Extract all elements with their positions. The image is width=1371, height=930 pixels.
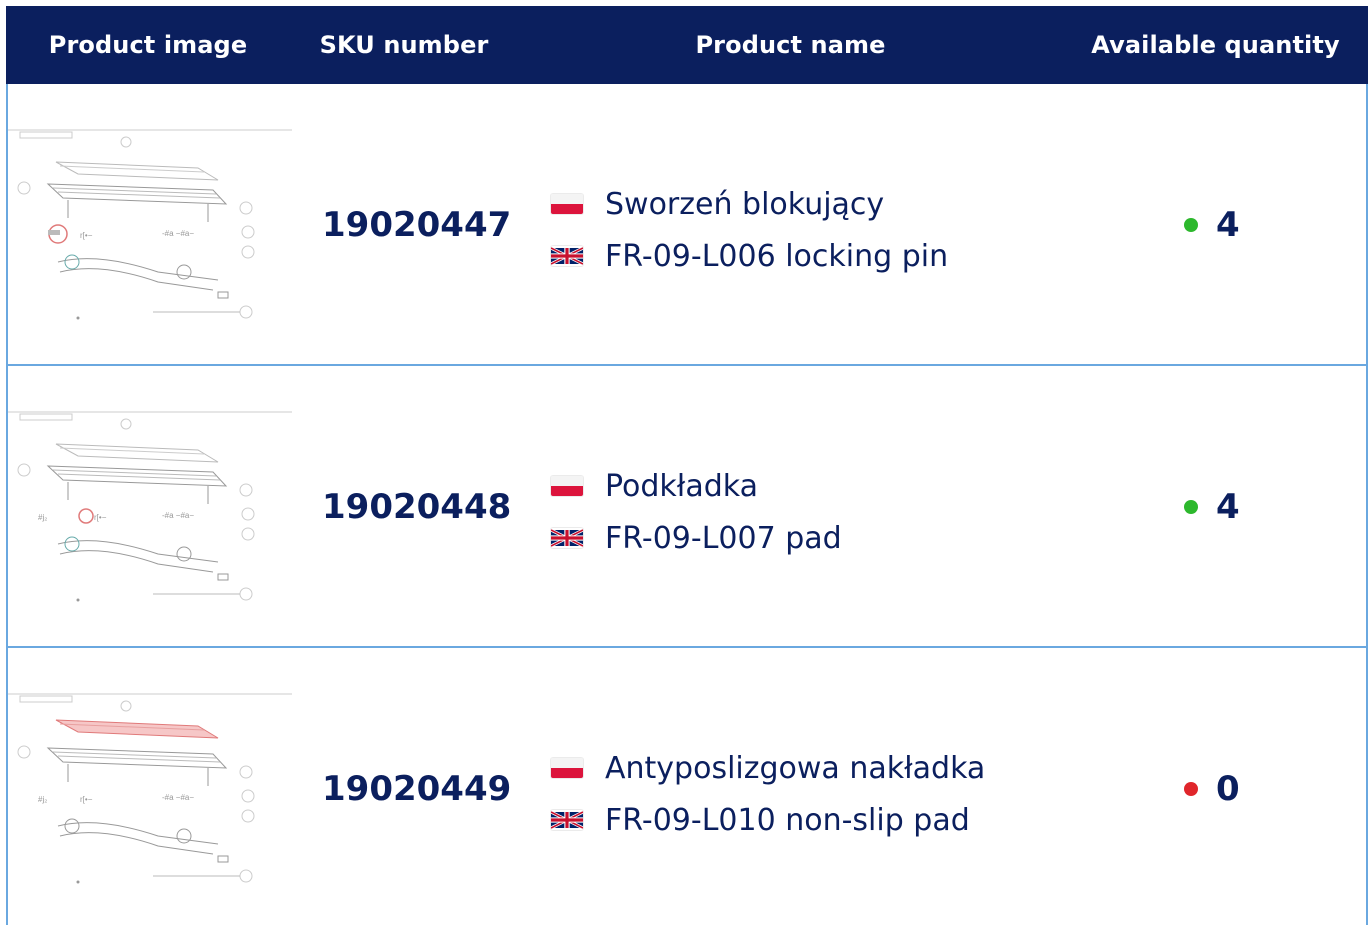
product-name-pl bbox=[551, 460, 1071, 512]
product-name-pl-text[interactable]: Antyposlizgowa nakładka bbox=[605, 750, 986, 786]
in-stock-dot-icon bbox=[1184, 218, 1198, 232]
product-names bbox=[551, 460, 1071, 564]
svg-text:r[•−: r[•− bbox=[80, 231, 93, 240]
available-quantity bbox=[1184, 84, 1240, 366]
product-name-en bbox=[551, 512, 1071, 564]
header-product-image: Product image bbox=[48, 31, 248, 59]
sku-number[interactable]: 19020449 bbox=[322, 769, 512, 809]
available-quantity bbox=[1184, 366, 1240, 648]
svg-text:#j₂: #j₂ bbox=[38, 795, 48, 804]
svg-text:#j₂: #j₂ bbox=[38, 513, 48, 522]
sku-number[interactable]: 19020447 bbox=[322, 205, 512, 245]
product-image[interactable] bbox=[8, 122, 292, 332]
product-name-pl-text[interactable]: Sworzeń blokujący bbox=[605, 186, 885, 222]
table-row bbox=[6, 366, 1368, 648]
uk-flag-icon bbox=[551, 528, 583, 548]
uk-flag-icon bbox=[551, 810, 583, 830]
exploded-diagram-icon bbox=[8, 122, 292, 332]
quantity-value: 4 bbox=[1216, 487, 1240, 527]
exploded-diagram-icon bbox=[8, 686, 292, 896]
product-names bbox=[551, 178, 1071, 282]
svg-text:-#a −#a−: -#a −#a− bbox=[162, 229, 195, 238]
svg-text:-#a −#a−: -#a −#a− bbox=[162, 511, 195, 520]
header-product-name: Product name bbox=[695, 31, 886, 59]
product-name-pl-text[interactable]: Podkładka bbox=[605, 468, 758, 504]
table-header bbox=[6, 6, 1368, 84]
in-stock-dot-icon bbox=[1184, 500, 1198, 514]
quantity-value: 4 bbox=[1216, 205, 1240, 245]
quantity-value: 0 bbox=[1216, 769, 1240, 809]
product-names bbox=[551, 742, 1071, 846]
product-name-en-text[interactable]: FR-09-L010 non-slip pad bbox=[605, 802, 970, 838]
poland-flag-icon bbox=[551, 194, 583, 214]
header-sku-number: SKU number bbox=[319, 31, 489, 59]
available-quantity bbox=[1184, 648, 1240, 930]
table-row bbox=[6, 648, 1368, 925]
product-image[interactable] bbox=[8, 686, 292, 896]
exploded-diagram-icon bbox=[8, 404, 292, 614]
sku-number[interactable]: 19020448 bbox=[322, 487, 512, 527]
poland-flag-icon bbox=[551, 476, 583, 496]
poland-flag-icon bbox=[551, 758, 583, 778]
out-of-stock-dot-icon bbox=[1184, 782, 1198, 796]
product-name-pl bbox=[551, 178, 1071, 230]
product-name-en-text[interactable]: FR-09-L006 locking pin bbox=[605, 238, 949, 274]
header-available-quantity: Available quantity bbox=[1091, 31, 1340, 59]
uk-flag-icon bbox=[551, 246, 583, 266]
svg-text:-#a −#a−: -#a −#a− bbox=[162, 793, 195, 802]
product-name-en bbox=[551, 794, 1071, 846]
svg-text:r[•−: r[•− bbox=[94, 513, 107, 522]
svg-text:r[•−: r[•− bbox=[80, 795, 93, 804]
table-row bbox=[6, 84, 1368, 366]
product-name-pl bbox=[551, 742, 1071, 794]
product-image[interactable] bbox=[8, 404, 292, 614]
product-name-en-text[interactable]: FR-09-L007 pad bbox=[605, 520, 842, 556]
product-name-en bbox=[551, 230, 1071, 282]
